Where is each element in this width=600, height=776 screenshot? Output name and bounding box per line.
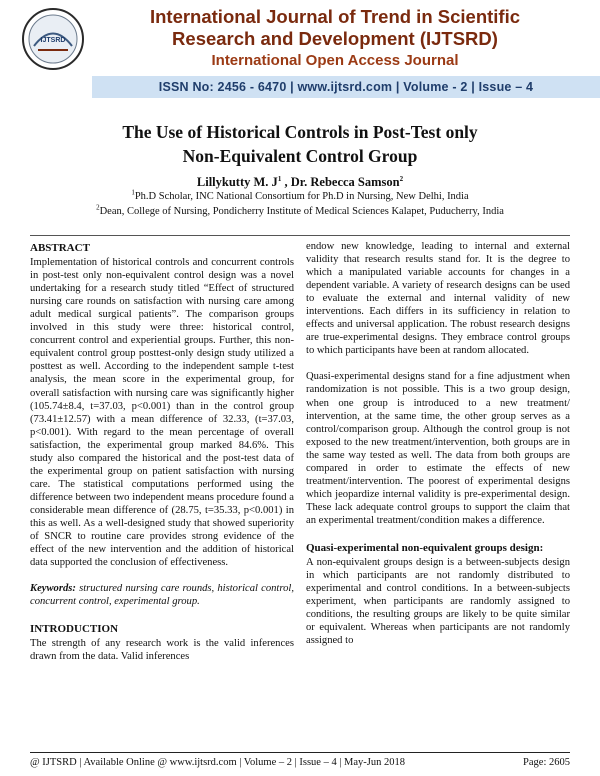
- journal-logo: [20, 6, 86, 80]
- section-heading-quasi: Quasi-experimental non-equivalent groups design:: [306, 541, 544, 554]
- keywords-label: Keywords:: [30, 583, 76, 595]
- author-1-sup: 1: [277, 174, 282, 183]
- journal-subtitle: International Open Access Journal: [211, 52, 459, 69]
- paper-title-line1: The Use of Historical Controls in Post-Test only: [122, 122, 478, 142]
- affiliation-2: [0, 203, 600, 217]
- author-2-sup: 2: [399, 174, 404, 183]
- page-footer: [30, 752, 570, 773]
- affiliation-2-sup: 2: [96, 203, 100, 212]
- left-column: [30, 240, 294, 663]
- keywords: [30, 582, 294, 608]
- journal-title-line2: Research and Development (IJTSRD): [172, 28, 498, 49]
- journal-title-line1: International Journal of Trend in Scientific: [149, 6, 521, 27]
- footer-page-number: Page: 2605: [523, 757, 570, 768]
- right-paragraph-1: endow new knowledge, leading to internal and external validity that research results stand for. It is the degree to which a manipulated variable accounts for changes in a dependent variable. A variety of research designs can be used to evaluate the external and internal validity of new interventions. Each differs in its sufficiency in relation to effects and universal application. The robust research designs are true-experimental designs. They embrace control groups to which participants have been at random allocated.: [306, 241, 570, 357]
- header-divider: [30, 235, 570, 236]
- abstract-heading: ABSTRACT: [30, 242, 90, 254]
- paper-title: [0, 120, 600, 168]
- journal-header: [0, 0, 600, 105]
- right-column: [306, 240, 570, 647]
- affiliation-1: [0, 188, 600, 202]
- author-1: Lillykutty M. J: [196, 175, 278, 189]
- authors: [0, 175, 600, 190]
- journal-title: [115, 6, 555, 50]
- svg-text:IJTSRD: IJTSRD: [40, 37, 66, 44]
- introduction-heading: INTRODUCTION: [30, 623, 119, 636]
- footer-citation: @ IJTSRD | Available Online @ www.ijtsrd.com | Volume – 2 | Issue – 4 | May-Jun 2018: [30, 757, 406, 768]
- abstract-text: Implementation of historical controls and concurrent controls in post-test only non-equivalent control design was a novel undertaking for a research study titled “Effect of structured nursing care rounds on satisfaction with nursing care among adult medical surgical patients”. The comparison groups involved in this study were three: historical control, concurrent control and experiential groups. Further, this non-equivalent control group posttest-only design study utilized a posttest as well. According to the independent sample t-test analysis, the mean score in the experimental group, for overall satisfaction with nursing care was significantly higher (105.74±8.4, t=37.03, p<0.001) than in the control group (73.41±12.57) with a mean difference of 32.33, (t=37.03, p<0.001). With regard to the mean percentage of overall satisfaction, the experimental group marked 84.6%. This study also compared the historical and the post-test data of the experimental group on patient satisfaction with nursing care. The statistical computations performed using the difference between two independent means procedure found a considerable mean difference of (28.75, t=35.33, p<0.001) in this as well. As a well-designed study that showed superiority of SNCR to routine care provides strong evidence of the effect of the new intervention and the addition of historical data supported the conclusion of effectiveness.: [30, 257, 294, 569]
- author-2: Dr. Rebecca Samson: [290, 175, 400, 189]
- introduction-text: The strength of any research work is the valid inferences drawn from the data. Valid inferences: [30, 638, 294, 663]
- affiliation-1-text: Ph.D Scholar, INC National Consortium for Ph.D in Nursing, New Delhi, India: [134, 191, 469, 202]
- paper-title-line2: Non-Equivalent Control Group: [182, 146, 418, 166]
- affiliation-1-sup: 1: [131, 188, 135, 197]
- keywords-text: structured nursing care rounds, historical control, concurrent control, experimental group.: [30, 583, 294, 608]
- affiliation-2-text: Dean, College of Nursing, Pondicherry Institute of Medical Sciences Kalapet, Puducherry, India: [99, 206, 504, 217]
- right-paragraph-2: Quasi-experimental designs stand for a fine adjustment when randomization is not possible. This is a two group design, when one group is introduced to a new treatment/ intervention, at the same time, the other group serves as a control/comparison group. Although the control group is not exposed to the new treatment/intervention, both groups are in the same way tested as well. The data from both groups are compared in order to estimate the effects of new treatment/intervention. The poorest of experimental designs which jeopardize internal validity is pre-experimental design. These lack adequate control groups to support the claim that an experimental treatment/condition makes a difference.: [306, 371, 570, 526]
- author-separator: ,: [281, 175, 291, 189]
- right-paragraph-3: A non-equivalent groups design is a between-subjects design in which participants are not randomly distributed to experimental and control conditions. In a between-subjects experiment, when participants are randomly assigned to conditions, the resulting groups are likely to be quite similar or equivalent. Whereas when participants are not randomly assigned to: [306, 557, 570, 647]
- issn-bar: ISSN No: 2456 - 6470 | www.ijtsrd.com | Volume - 2 | Issue – 4: [92, 76, 600, 98]
